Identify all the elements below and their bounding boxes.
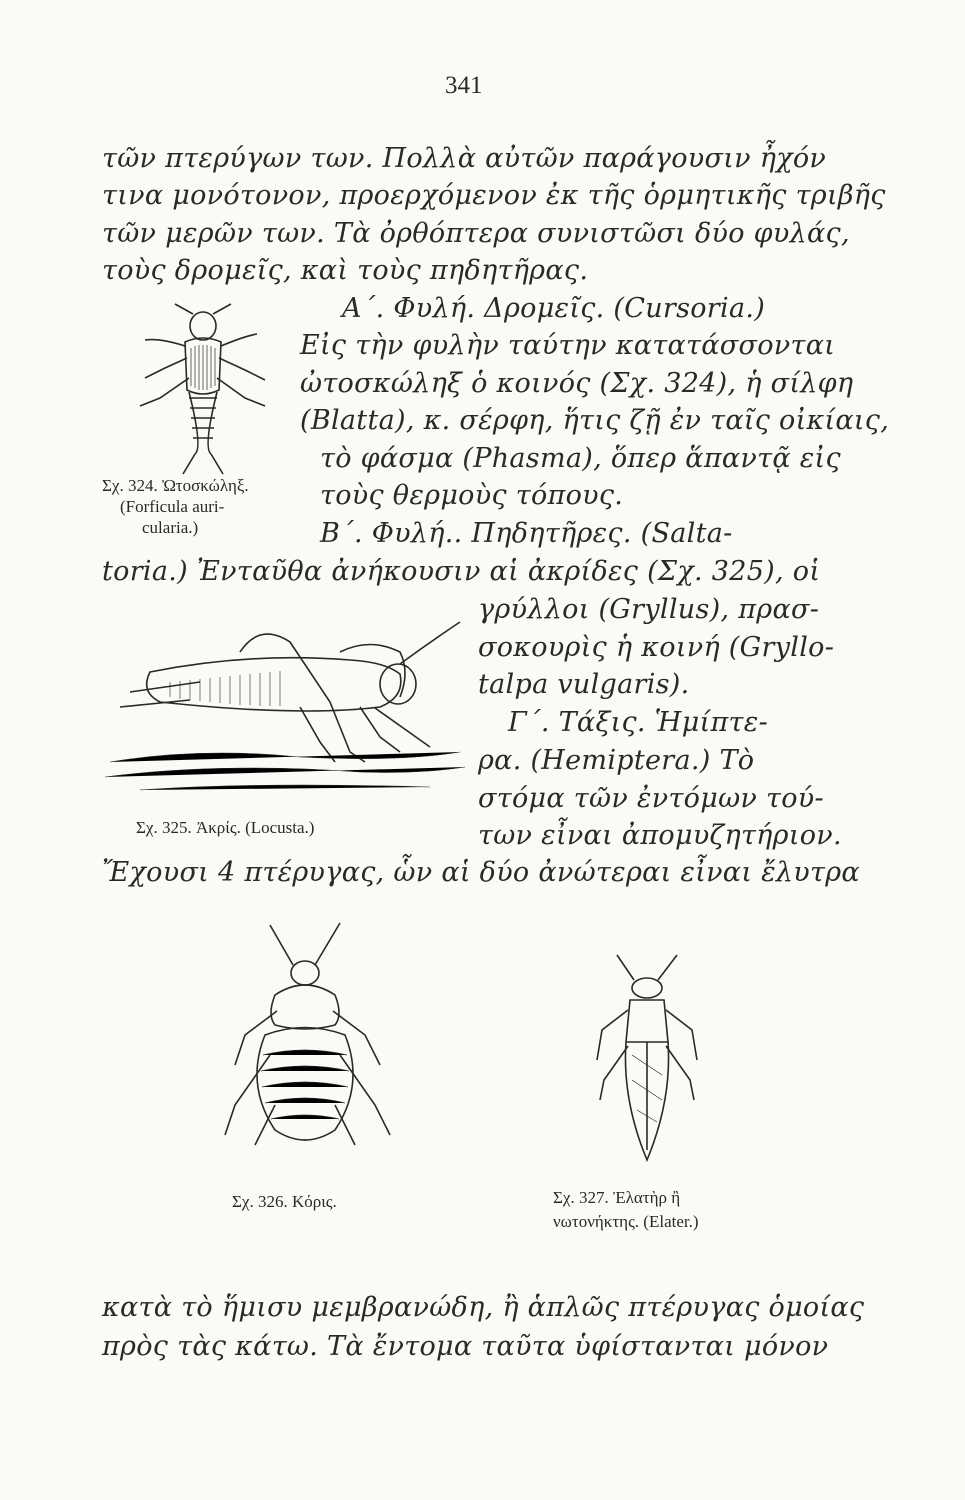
text-line-1: τῶν πτερύγων των. Πολλὰ αὐτῶν παράγουσιν ἦχόν — [102, 143, 827, 174]
grasshopper-illustration — [100, 612, 470, 802]
figure-327-caption-line-2: νωτονήκτης. (Elater.) — [553, 1212, 699, 1231]
page-number: 341 — [445, 72, 483, 99]
text-line-17: ρα. (Hemiptera.) Τὸ — [478, 745, 755, 776]
text-line-14: σοκουρὶς ἡ κοινή (Gryllo- — [478, 632, 835, 663]
text-line-8: (Blatta), κ. σέρφη, ἥτις ζῇ ἐν ταῖς οἰκίαις, — [300, 405, 890, 436]
text-line-11: Β΄. Φυλή.. Πηδητῆρες. (Salta- — [320, 518, 733, 549]
text-line-20: Ἔχουσι 4 πτέρυγας, ὧν αἱ δύο ἀνώτεραι εἶναι ἔλυτρα — [102, 857, 860, 888]
figure-327-caption-line-1: Σχ. 327. Ἐλατὴρ ἢ — [553, 1188, 681, 1207]
text-line-2: τινα μονότονον, προερχόμενον ἐκ τῆς ὁρμητικῆς τριβῆς — [102, 180, 886, 211]
text-line-10: τοὺς θερμοὺς τόπους. — [320, 480, 624, 511]
text-line-16: Γ΄. Τάξις. Ἡμίπτε- — [508, 707, 769, 738]
text-line-3: τῶν μερῶν των. Τὰ ὀρθόπτερα συνιστῶσι δύο φυλάς, — [102, 218, 850, 249]
text-line-5: Α΄. Φυλή. Δρομεῖς. (Cursoria.) — [342, 293, 766, 324]
figure-326-caption: Σχ. 326. Κόρις. — [232, 1192, 337, 1211]
text-line-9: τὸ φάσμα (Phasma), ὅπερ ἅπαντᾷ εἰς — [320, 443, 841, 474]
text-line-4: τοὺς δρομεῖς, καὶ τοὺς πηδητῆρας. — [102, 255, 589, 286]
elater-beetle-illustration — [592, 950, 702, 1170]
earwig-illustration — [105, 298, 295, 478]
text-line-13: γρύλλοι (Gryllus), πρασ- — [478, 594, 820, 625]
figure-324-caption-line-3: cularia.) — [142, 518, 199, 537]
figure-324-caption-line-1: Σχ. 324. Ὠτοσκώληξ. — [102, 476, 249, 495]
text-line-6: Εἰς τὴν φυλὴν ταύτην κατατάσσονται — [300, 330, 836, 361]
text-line-18: στόμα τῶν ἐντόμων τού- — [478, 783, 824, 814]
text-line-15: talpa vulgaris). — [478, 669, 690, 700]
text-line-7: ὠτοσκώληξ ὁ κοινός (Σχ. 324), ἡ σίλφη — [300, 368, 854, 399]
text-line-21: κατὰ τὸ ἥμισυ μεμβρανώδη, ἢ ἁπλῶς πτέρυγας ὁμοίας — [102, 1292, 865, 1323]
text-line-22: πρὸς τὰς κάτω. Τὰ ἔντομα ταῦτα ὑφίστανται μόνον — [102, 1331, 829, 1362]
bedbug-illustration — [215, 915, 405, 1175]
text-line-19: των εἶναι ἀπομυζητήριον. — [478, 820, 842, 851]
figure-325-caption: Σχ. 325. Ἀκρίς. (Locusta.) — [136, 818, 315, 837]
text-line-12: toria.) Ἐνταῦθα ἀνήκουσιν αἱ ἀκρίδες (Σχ. 325), οἱ — [102, 556, 821, 587]
figure-324-caption-line-2: (Forficula auri- — [120, 497, 225, 516]
